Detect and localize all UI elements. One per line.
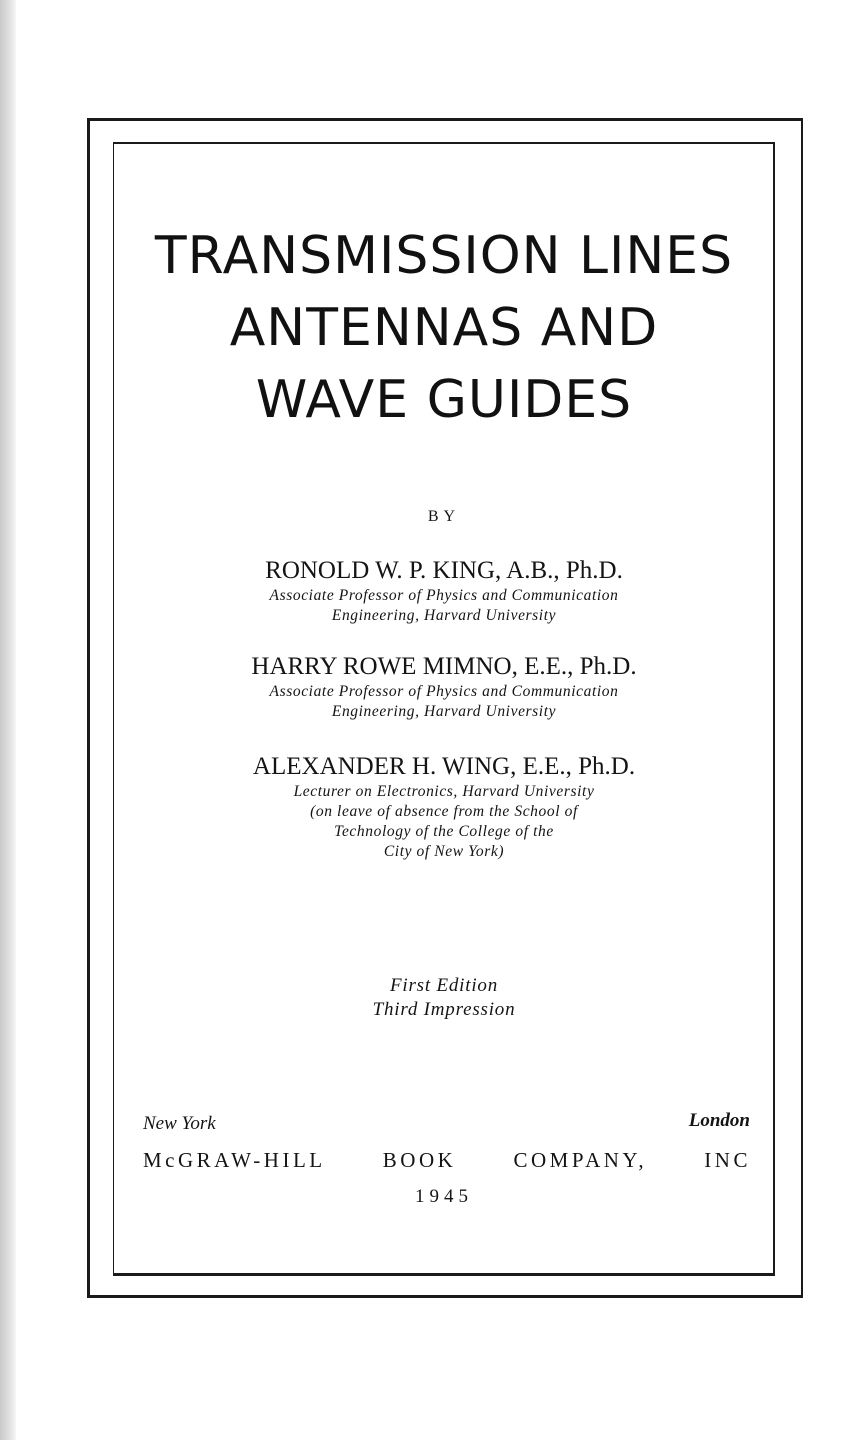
page-binding-shadow [0,0,16,1440]
author-affiliation-line: Associate Professor of Physics and Communication [269,587,619,604]
publication-year: 1945 [415,1186,473,1207]
author-name: ALEXANDER H. WING, E.E., Ph.D. [252,753,636,780]
author-affiliation-line: Technology of the College of the [334,823,554,840]
edition-info [113,974,775,1022]
author-name: RONOLD W. P. KING, A.B., Ph.D. [265,557,623,584]
publisher-word: INC [704,1148,751,1172]
author-block [113,652,775,722]
author-name: HARRY ROWE MIMNO, E.E., Ph.D. [251,653,637,680]
place-new-york: New York [143,1113,216,1134]
publisher-name [143,1148,751,1173]
publisher-word: COMPANY, [513,1148,648,1172]
publisher-word: McGRAW-HILL [143,1148,326,1172]
edition-line: First Edition [389,975,499,996]
by-label: BY [427,508,461,525]
author-affiliation-line: Engineering, Harvard University [331,703,557,720]
title-line: ANTENNAS AND [229,298,659,358]
author-affiliation-line: Engineering, Harvard University [331,607,557,624]
book-title [113,220,775,436]
author-affiliation-line: Associate Professor of Physics and Communication [269,683,619,700]
publisher-word: BOOK [382,1148,457,1172]
author-affiliation-line: City of New York) [383,843,505,860]
author-affiliation-line: Lecturer on Electronics, Harvard University [293,783,595,800]
impression-line: Third Impression [372,999,516,1020]
author-affiliation-line: (on leave of absence from the School of [310,803,578,820]
title-line: WAVE GUIDES [255,370,633,430]
place-london: London [688,1110,750,1131]
author-block [113,752,775,862]
author-block [113,556,775,626]
title-line: TRANSMISSION LINES [154,226,734,286]
